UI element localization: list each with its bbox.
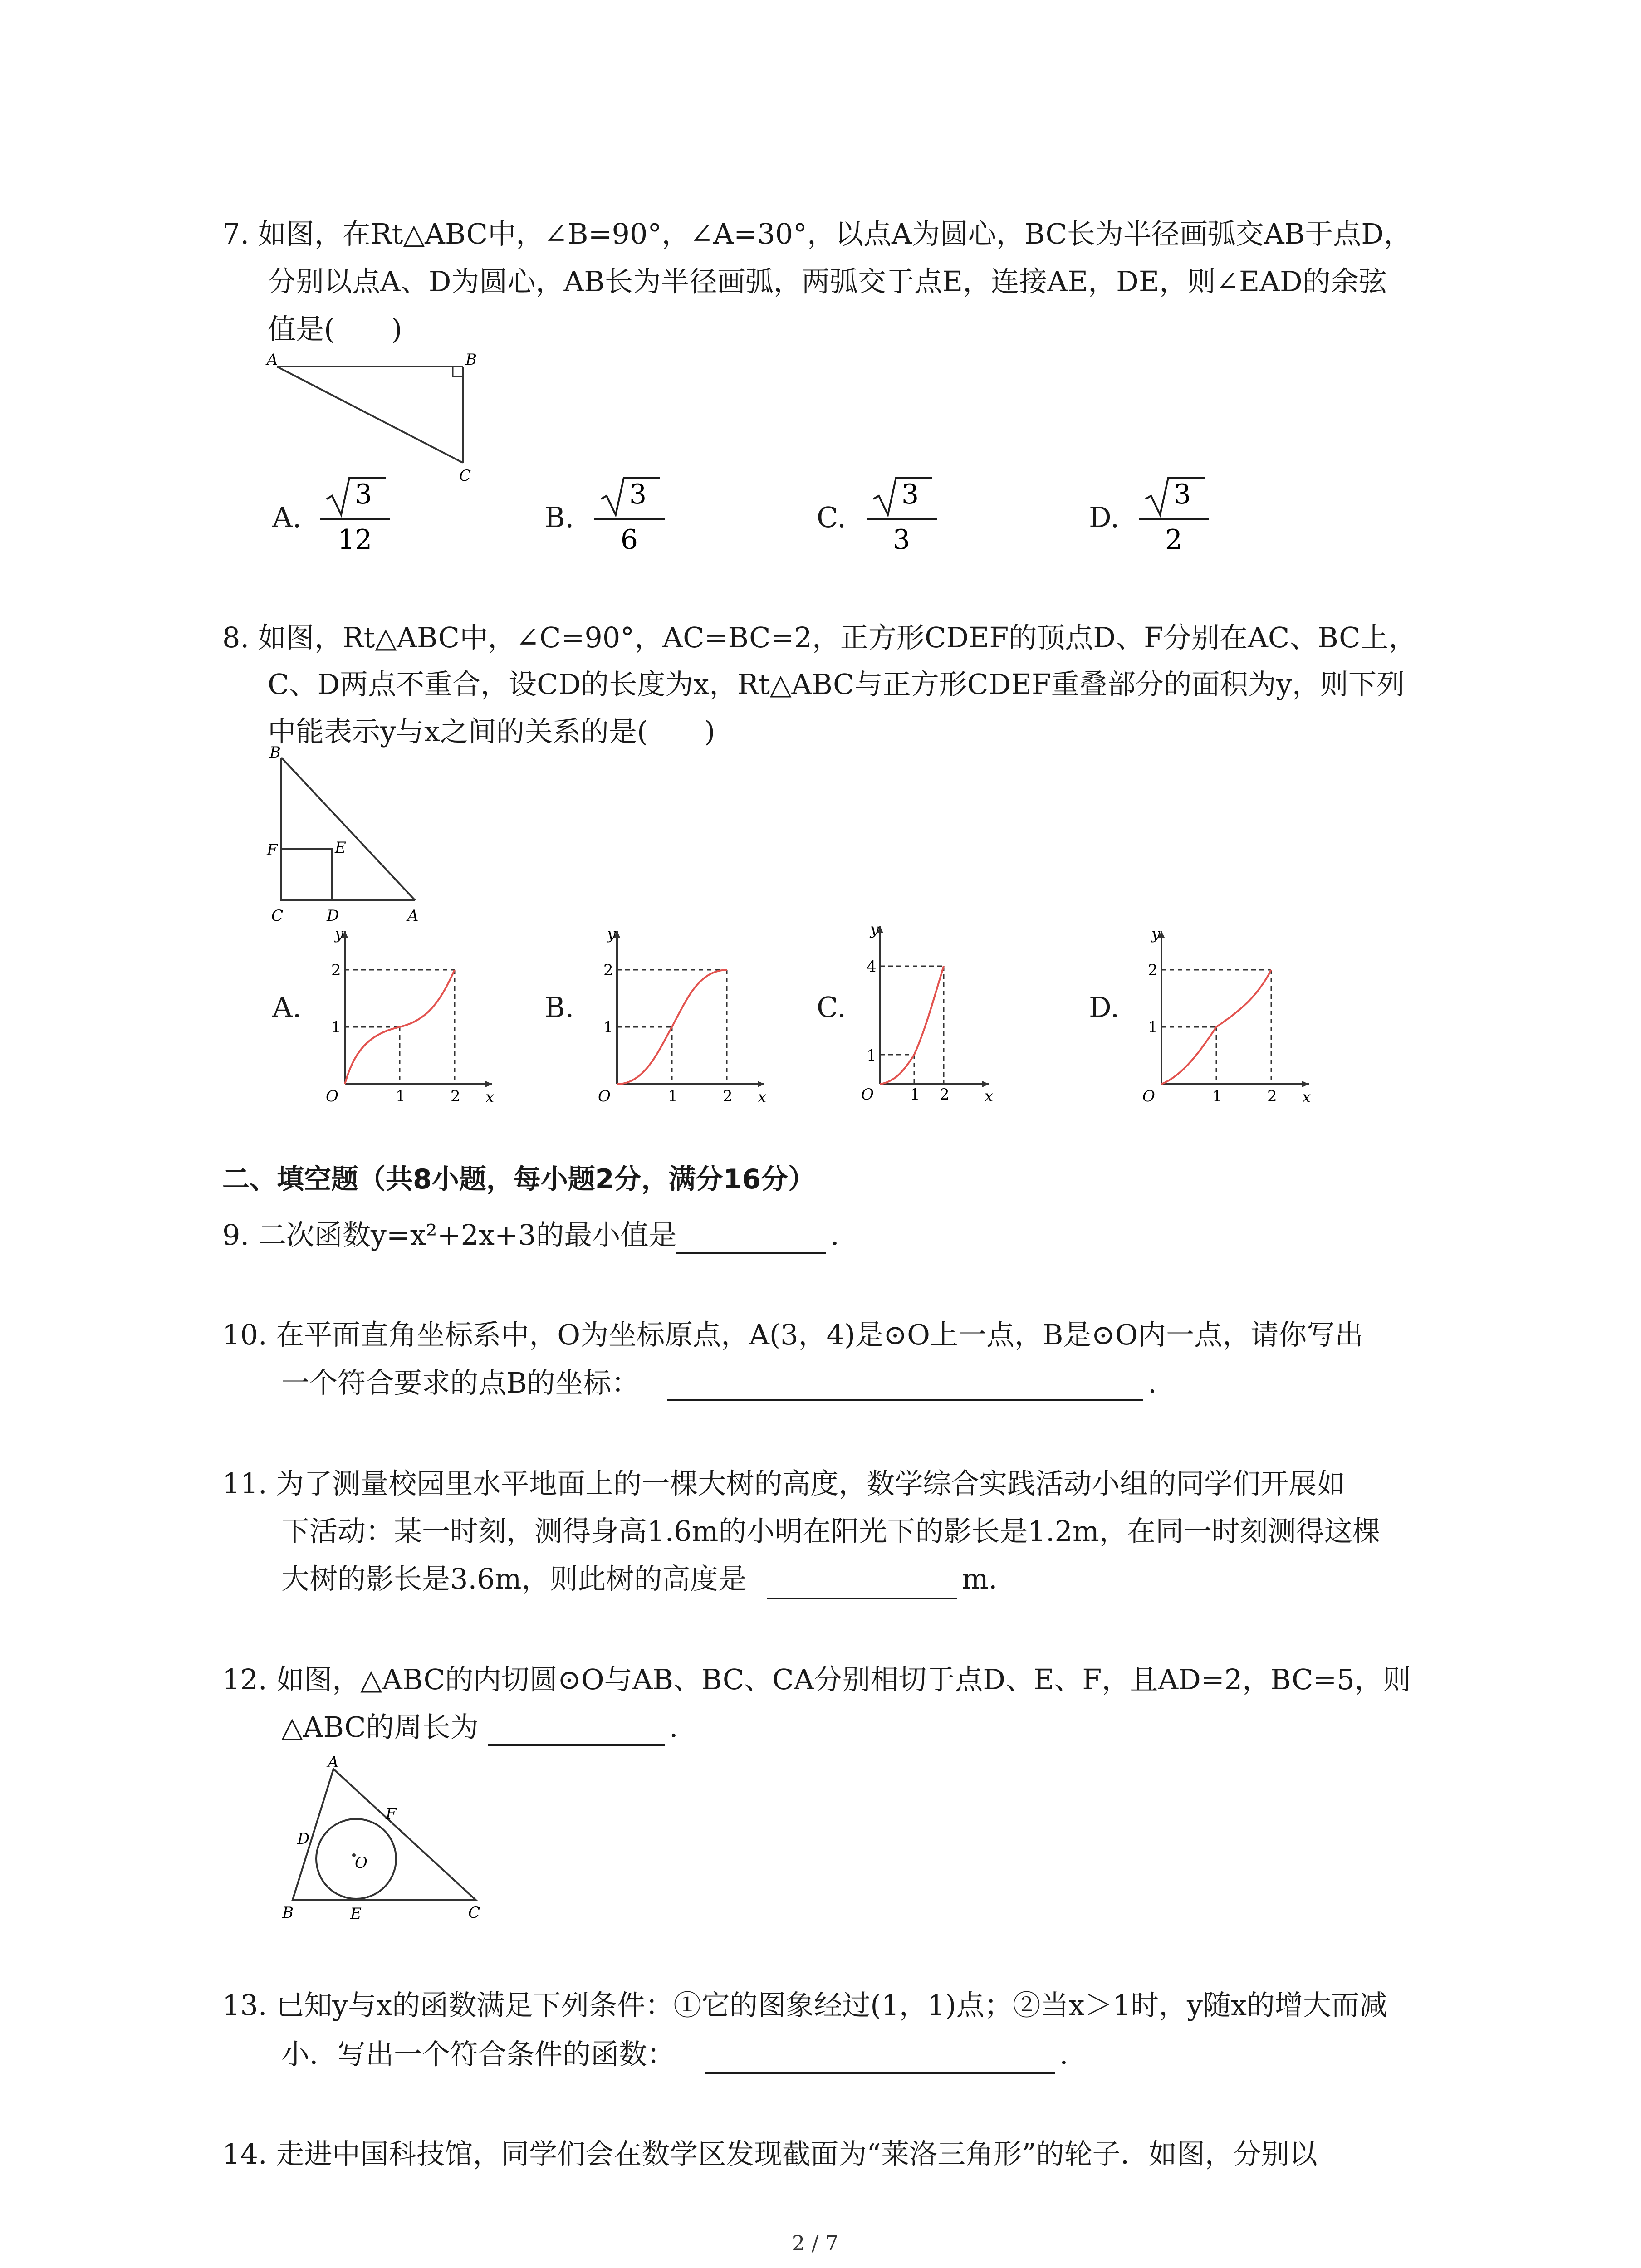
q9-end: . xyxy=(830,1218,839,1251)
x-tick: 1 xyxy=(668,1087,678,1102)
q8-label-c: C xyxy=(271,907,284,925)
q7-line1: 7. 如图，在Rt△ABC中，∠B=90°，∠A=30°，以点A为圆心，BC长为半径画弧交AB于点D， xyxy=(222,217,1412,250)
q12-incircle-figure xyxy=(272,1755,490,1923)
q12-end: . xyxy=(669,1711,678,1744)
q13-end: . xyxy=(1059,2038,1068,2071)
q7-option-letter: C. xyxy=(817,501,846,534)
radicand: 3 xyxy=(629,479,647,510)
y-tick: 2 xyxy=(1148,961,1158,979)
origin-label: O xyxy=(326,1087,338,1102)
y-axis-label: y xyxy=(335,925,344,943)
x-tick: 1 xyxy=(910,1085,920,1102)
denominator: 3 xyxy=(892,524,911,556)
x-axis-label: x xyxy=(1302,1088,1311,1102)
page-number: 2 / 7 xyxy=(792,2231,839,2255)
denominator: 2 xyxy=(1165,524,1183,556)
q7-label-a: A xyxy=(267,351,278,369)
sqrt-fraction xyxy=(592,474,674,560)
y-tick: 4 xyxy=(867,958,877,976)
q10-line1: 10. 在平面直角坐标系中，O为坐标原点，A(3，4)是⊙O上一点，B是⊙O内一点，请你写出 xyxy=(222,1318,1363,1351)
origin-label: O xyxy=(1142,1087,1155,1102)
q8-option-letter: A. xyxy=(272,991,302,1024)
q9-answer-blank[interactable] xyxy=(676,1252,826,1254)
sqrt-fraction xyxy=(318,474,399,560)
sqrt-fraction xyxy=(1136,474,1218,560)
q12-line1: 12. 如图，△ABC的内切圆⊙O与AB、BC、CA分别相切于点D、E、F，且AD=2，BC=5，则 xyxy=(222,1663,1411,1696)
q13-line1: 13. 已知y与x的函数满足下列条件：①它的图象经过(1，1)点；②当x＞1时，y随x的增大而减 xyxy=(222,1989,1387,2022)
y-axis-label: y xyxy=(870,920,879,938)
q11-line1: 11. 为了测量校园里水平地面上的一棵大树的高度，数学综合实践活动小组的同学们开展如 xyxy=(222,1467,1345,1500)
origin-label: O xyxy=(861,1085,874,1102)
x-tick: 2 xyxy=(940,1085,950,1102)
q12-label-c: C xyxy=(468,1904,480,1922)
q7-line2: 分别以点A、D为圆心，AB长为半径画弧，两弧交于点E，连接AE，DE，则∠EAD的余弦 xyxy=(268,265,1387,298)
q12-label-o: O xyxy=(355,1854,367,1872)
section-title: 二、填空题（共8小题，每小题2分，满分16分） xyxy=(222,1163,815,1195)
q13-answer-blank[interactable] xyxy=(705,2072,1055,2074)
q12-answer-blank[interactable] xyxy=(488,1744,665,1746)
x-axis-label: x xyxy=(485,1088,495,1102)
q7-line3: 值是( ) xyxy=(268,313,402,346)
y-tick: 1 xyxy=(1148,1018,1158,1036)
x-tick: 2 xyxy=(723,1087,733,1102)
sqrt-fraction xyxy=(864,474,946,560)
q8-line1: 8. 如图，Rt△ABC中，∠C=90°，AC=BC=2，正方形CDEF的顶点D、F分别在AC、BC上， xyxy=(222,621,1417,654)
q12-label-a: A xyxy=(328,1755,339,1771)
q12-line2: △ABC的周长为 xyxy=(281,1711,479,1744)
q13-line2: 小．写出一个符合条件的函数： xyxy=(281,2038,676,2071)
q7-option-letter: D. xyxy=(1089,501,1120,534)
q11-line3: 大树的影长是3.6m，则此树的高度是 xyxy=(281,1562,747,1595)
q7-option-letter: A. xyxy=(272,501,302,534)
radicand: 3 xyxy=(1174,479,1191,510)
q8-option-letter: D. xyxy=(1089,991,1120,1024)
q8-graph-d xyxy=(1134,921,1316,1102)
q10-line2: 一个符合要求的点B的坐标： xyxy=(281,1366,640,1399)
x-axis-label: x xyxy=(758,1088,767,1102)
q12-label-d: D xyxy=(297,1830,310,1848)
y-tick: 1 xyxy=(603,1018,613,1036)
q12-label-b: B xyxy=(282,1904,294,1922)
denominator: 12 xyxy=(337,524,372,556)
radicand: 3 xyxy=(901,479,919,510)
q8-label-b: B xyxy=(269,744,281,762)
q11-answer-blank[interactable] xyxy=(767,1598,957,1599)
q8-label-e: E xyxy=(335,839,346,857)
y-tick: 2 xyxy=(603,961,613,979)
q8-graph-b xyxy=(590,921,771,1102)
x-axis-label: x xyxy=(985,1087,994,1102)
x-tick: 1 xyxy=(1212,1087,1222,1102)
x-tick: 2 xyxy=(1267,1087,1277,1102)
q8-option-letter: C. xyxy=(817,991,846,1024)
q7-label-c: C xyxy=(459,467,471,485)
q7-option-letter: B. xyxy=(544,501,574,534)
q8-line3: 中能表示y与x之间的关系的是( ) xyxy=(268,715,715,748)
y-axis-label: y xyxy=(1151,925,1161,943)
origin-label: O xyxy=(598,1087,611,1102)
q7-label-b: B xyxy=(465,351,477,369)
q12-label-f: F xyxy=(386,1805,397,1823)
q8-option-letter: B. xyxy=(544,991,574,1024)
q8-label-a: A xyxy=(407,907,419,925)
y-tick: 1 xyxy=(867,1046,877,1065)
x-tick: 1 xyxy=(396,1087,406,1102)
q12-label-e: E xyxy=(350,1905,362,1923)
y-axis-label: y xyxy=(607,925,616,943)
x-tick: 2 xyxy=(451,1087,460,1102)
q10-end: . xyxy=(1148,1366,1157,1399)
y-tick: 1 xyxy=(331,1018,341,1036)
q11-end: m. xyxy=(962,1562,998,1595)
q11-line2: 下活动：某一时刻，测得身高1.6m的小明在阳光下的影长是1.2m，在同一时刻测得这棵 xyxy=(281,1515,1381,1548)
q8-label-f: F xyxy=(267,841,278,859)
y-tick: 2 xyxy=(331,961,341,979)
q14-line1: 14. 走进中国科技馆，同学们会在数学区发现截面为“莱洛三角形”的轮子．如图，分别以 xyxy=(222,2137,1318,2170)
q8-graph-a xyxy=(318,921,499,1102)
q8-label-d: D xyxy=(327,907,339,925)
q7-triangle-figure xyxy=(263,345,490,490)
q10-answer-blank[interactable] xyxy=(667,1399,1143,1401)
radicand: 3 xyxy=(355,479,372,510)
q8-graph-c xyxy=(853,916,1003,1102)
denominator: 6 xyxy=(620,524,638,556)
q8-line2: C、D两点不重合，设CD的长度为x，Rt△ABC与正方形CDEF重叠部分的面积为y，则下列 xyxy=(268,668,1405,701)
q8-triangle-square-figure xyxy=(263,744,445,930)
q9-text: 9. 二次函数y=x²+2x+3的最小值是 xyxy=(222,1218,677,1251)
